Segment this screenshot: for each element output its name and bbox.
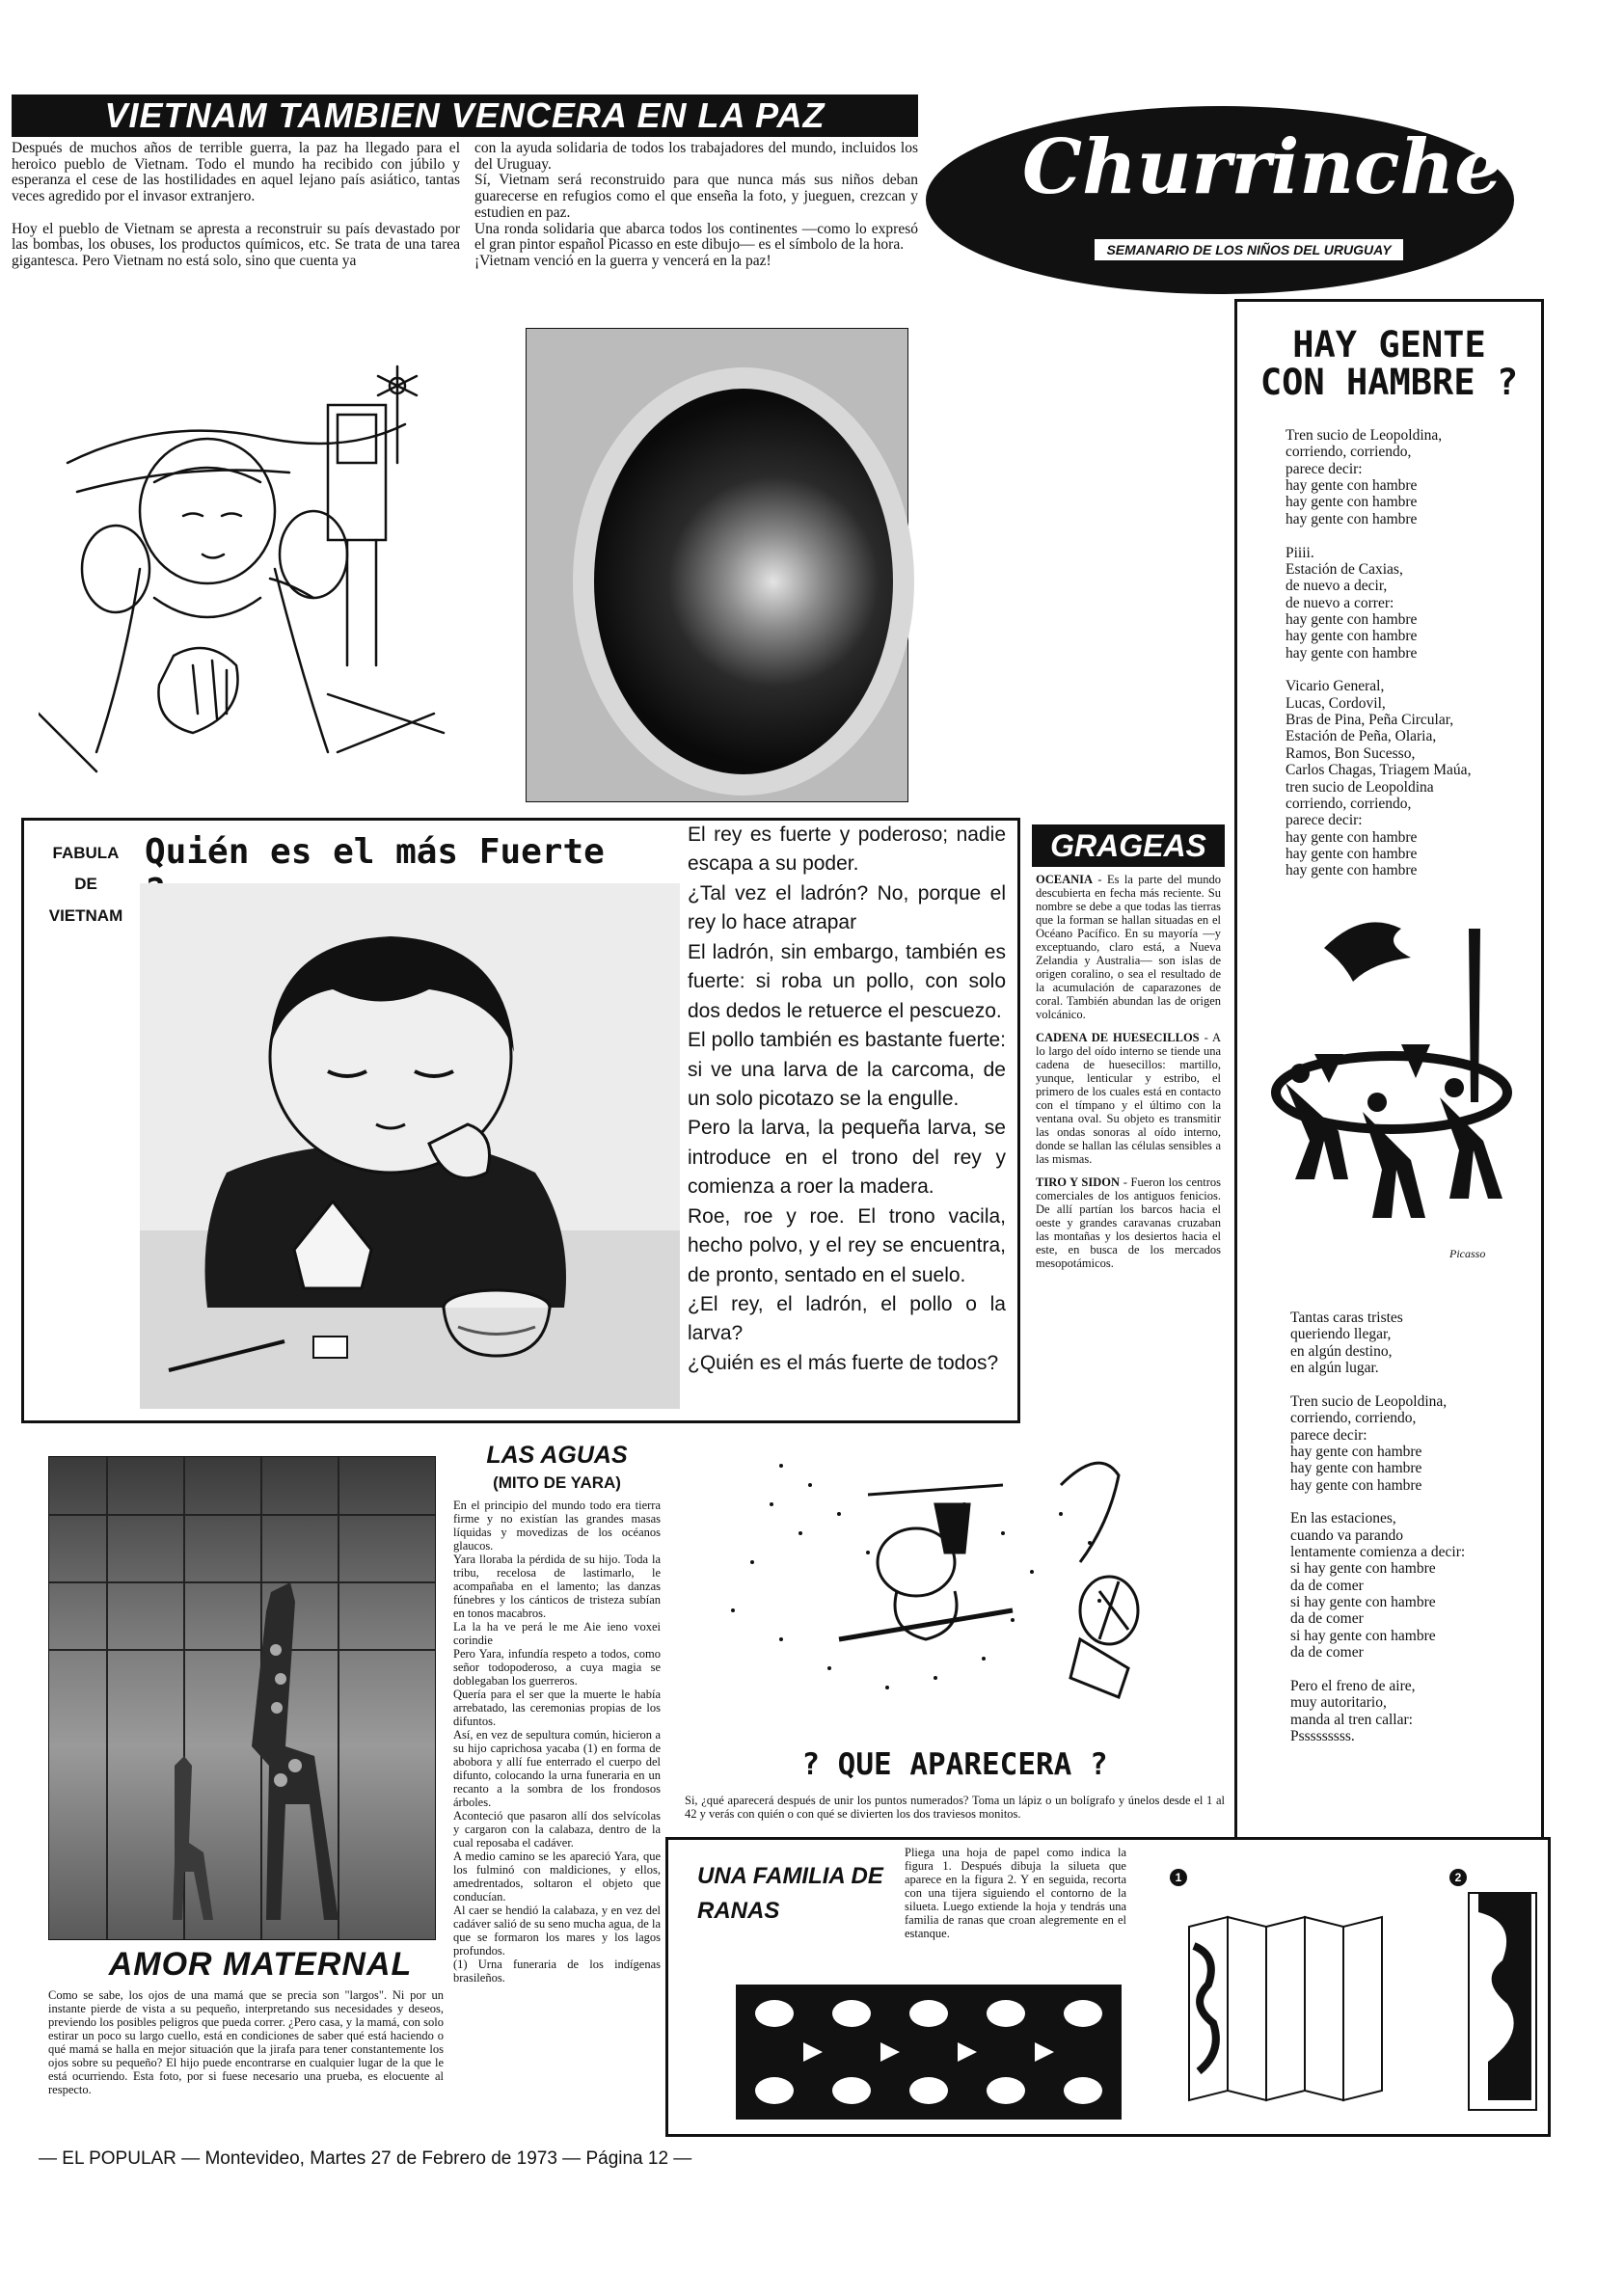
giraffe-photo [48,1456,436,1940]
child-reading-svg [140,883,680,1409]
grageas-item3: - Fueron los centros comerciales de los antiguos fenicios. De allí partían los barcos hacia el oeste y grandes caravanas cruzaban las montañas y los desiertos hacia el este, en busca de los mercados mesopotámicos. [1036,1175,1221,1270]
puzzle-title: ? QUE APARECERA ? [801,1747,1108,1782]
fable-box [21,818,1020,1423]
grageas-item1-head: OCEANIA [1036,873,1094,886]
frog-chain-cutout [736,1985,1122,2120]
amor-text: Como se sabe, los ojos de una mamá que se precia son "largos". Ni por un instante pierde de vista a su pequeño, interpretando sus necesidades y deseos, previendo los posibles peligros que pueda correr. ¿Pero casa, y la mamá, con solo estirar un poco su largo cuello, está en condiciones de saber qué está haciendo o qué mamá se halla en mejor situación que la jirafa para tener constantemente los ojos sobre su pequeño? El hijo puede encontrarse en cualquier lugar de la que le está ocurriendo. Esta foto, por si fuese necesario una prueba, es elocuente al respecto. [48,1988,444,2096]
fold-figure-1-svg [1170,1869,1421,2115]
grageas-title: GRAGEAS [1032,824,1225,867]
picasso-ring-drawing [1257,890,1527,1266]
masthead [926,106,1514,294]
fold-figure-2-svg [1449,1869,1541,2115]
family-drawing-svg [39,347,492,781]
grageas-body [1036,873,1221,1270]
picasso-signature: Picasso [1449,1247,1486,1260]
picasso-drawing-svg [1257,890,1527,1266]
grageas-item2: - A lo largo del oído interno se tiende una cadena de huesecillos: martillo, yunque, lenticular y estribo, el primero de los cuales está en contacto con el tímpano y el último con la ventana oval. Su objeto es transmitir las ondas sonoras al oído interno, donde se hallan las células sensibles a las mismas. [1036,1031,1222,1166]
ranas-title: UNA FAMILIA DE RANAS [697,1863,883,1924]
ranas-text: Pliega una hoja de papel como indica la figura 1. Después dibuja la silueta que aparece en la figura 2. Y en seguida, recorta con una tijera siguiendo el contorno de la silueta. Luego extiende la hoja y tendrás una familia de ranas que croan alegremente en el estanque. [905,1846,1126,1940]
fable-title: Quién es el más Fuerte [145,832,605,872]
child-in-shelter-photo [526,328,908,802]
intro-column-1: Después de muchos años de terrible guerra, la paz ha llegado para el heroico pueblo de Vietnam. Todo el mundo ha recibido con júbilo y esperanza el cese de las hostilidades en aquel lejano país asiático, tantas veces agredido por el invasor extranjero. Hoy el pueblo de Vietnam se apresta a reconstruir su país devastado por las bombas, los obuses, los productos químicos, etc. Se trata de una tarea gigantesca. Pero Vietnam no está solo, sino que cuenta ya [12,141,460,270]
poem-title [1237,324,1541,403]
intro-column-2: con la ayuda solidaria de todos los trabajadores del mundo, incluidos los del Uruguay. Sí, Vietnam será reconstruido para que nunca más sus niños deban guarecerse en refugios como el que enseña la foto, y jueguen, crezcan y estudien en paz. Una ronda solidaria que abarca todos los continentes —como lo expresó el gran pintor español Picasso en este dibujo— es el símbolo de la hora. ¡Vietnam venció en la guerra y vencerá en la paz! [474,141,918,270]
headline-bar [12,95,918,137]
puzzle-svg [694,1446,1215,1736]
child-reading-illustration [140,883,680,1409]
page-footer: — EL POPULAR — Montevideo, Martes 27 de Febrero de 1973 — Página 12 — [39,2148,692,2169]
aguas-column [453,1442,661,2020]
fold-figure-2 [1449,1869,1541,2115]
aguas-text: En el principio del mundo todo era tierra firme y no existían las grandes masas líquidas y movedizas de los océanos glaucos. Yara lloraba la pérdida de su hijo. Toda la tribu, recelosa de lastimarlo, le acompañaba en el lamento; las danzas fúnebres y los cánticos de tristeza subían en tonos macabros. La la ha ve perá le me Aie ieno voxei corindie Pero Yara, infundía respeto a todos, como señor todopoderoso, a cuya magia se doblegaban los guerreros. Quería para el ser que la muerte le había arrebatado, las ceremonias propias de los difuntos. Así, en vez de sepultura común, hicieron a su hijo caprichosa yacaba (1) en forma de abobora y allí fue enterrado el cuerpo del difunto, colocando la urna funeraria en un recanto a la sombra de los frondosos árboles. Aconteció que pasaron allí dos selvícolas y cargaron con la calabaza, dentro de la cual reposaba el cadáver. A medio camino se les apareció Yara, que los fulminó con maldiciones, y ellos, amedrentados, soltaron el objeto que conducían. Al caer se hendió la calabaza, y en vez del cadáver salió de su seno mucha agua, de la que se formaron los mares y los lagos profundos. (1) Urna funeraria de los indígenas brasileños. [453,1499,661,1985]
masthead-title: Churrinche [1022,123,1502,211]
grageas-item2-head: CADENA DE HUESECILLOS [1036,1031,1200,1044]
fold-figure-1 [1170,1869,1421,2115]
poem-part-2: Tantas caras tristes queriendo llegar, en algún destino, en algún lugar. Tren sucio de Leopoldina, corriendo, corriendo, parece decir: hay gente con hambre hay gente con hambre hay gente con hambre En las estaciones, cuando va parando lentamente comienza a decir: si hay gente con hambre da de comer si hay gente con hambre da de comer si hay gente con hambre da de comer Pero el freno de aire, muy autoritario, manda al tren callar: Psssssssss. [1290,1310,1466,1744]
grageas-column [1032,824,1225,1442]
amor-title: AMOR MATERNAL [108,1946,413,1983]
figure-2-label: 2 [1449,1869,1467,1886]
grageas-item1: - Es la parte del mundo descubierta en fecha más reciente. Su nombre se debe a que todas las tierras que la forman se hallan situadas en el Océano Pacífico. En su mayoría —y exceptuando, claro está, a Nueva Zelandia y Australia— son islas de origen coralino, o sea el resultado de la acumulación de caparazones de coral. También abundan las de origen volcánico. [1036,873,1221,1021]
giraffe-svg [49,1457,435,1939]
figure-1-label: 1 [1170,1869,1187,1886]
poem-box [1234,299,1544,2031]
puzzle-text: Si, ¿qué aparecerá después de unir los puntos numerados? Toma un lápiz o un bolígrafo y únelos desde el 1 al 42 y verás con quién o con qué se divierten los dos traviesos monitos. [685,1794,1225,1821]
masthead-subtitle: SEMANARIO DE LOS NIÑOS DEL URUGUAY [1095,239,1403,260]
poem-title-line1: HAY GENTE [1292,324,1486,365]
fable-label: FABULA DE VIETNAM [48,844,123,925]
frog-chain-svg [736,1985,1122,2120]
poem-title-line2: CON HAMBRE ? [1259,361,1519,403]
aguas-title: LAS AGUAS [486,1442,628,1469]
poem-part-1: Tren sucio de Leopoldina, corriendo, corriendo, parece decir: hay gente con hambre hay gente con hambre hay gente con hambre Piiii. Estación de Caxias, de nuevo a decir, de nuevo a correr: hay gente con hambre hay gente con hambre hay gente con hambre Vicario General, Lucas, Cordovil, Bras de Pina, Peña Circular, Estación de Peña, Olaria, Ramos, Bon Sucesso, Carlos Chagas, Triagem Maúa, tren sucio de Leopoldina corriendo, corriendo, parece decir: hay gente con hambre hay gente con hambre hay gente con hambre [1286,427,1472,879]
vietnam-family-drawing [39,347,492,781]
frog-family-box [665,1837,1551,2137]
aguas-subtitle: (MITO DE YARA) [493,1473,621,1492]
fable-text: El rey es fuerte y poderoso; nadie escapa a su poder. ¿Tal vez el ladrón? No, porque el rey lo hace atrapar El ladrón, sin embargo, también es fuerte: si roba un pollo, con solo dos dedos le retuerce el pescuezo. El pollo también es bastante fuerte: si ve una larva de la carcoma, de un solo picotazo se la engulle. Pero la larva, la pequeña larva, se introduce en el trono del rey y comienza a roer la madera. Roe, roe y roe. El trono vacila, hecho polvo, y el rey se encuentra, de pronto, sentado en el suelo. ¿El rey, el ladrón, el pollo o la larva? ¿Quién es el más fuerte de todos? [688,824,1006,1374]
dot-to-dot-puzzle [694,1446,1215,1736]
headline: VIETNAM TAMBIEN VENCERA EN LA PAZ [104,95,826,135]
grageas-item3-head: TIRO Y SIDON [1036,1175,1121,1189]
shelter-opening [573,367,914,796]
